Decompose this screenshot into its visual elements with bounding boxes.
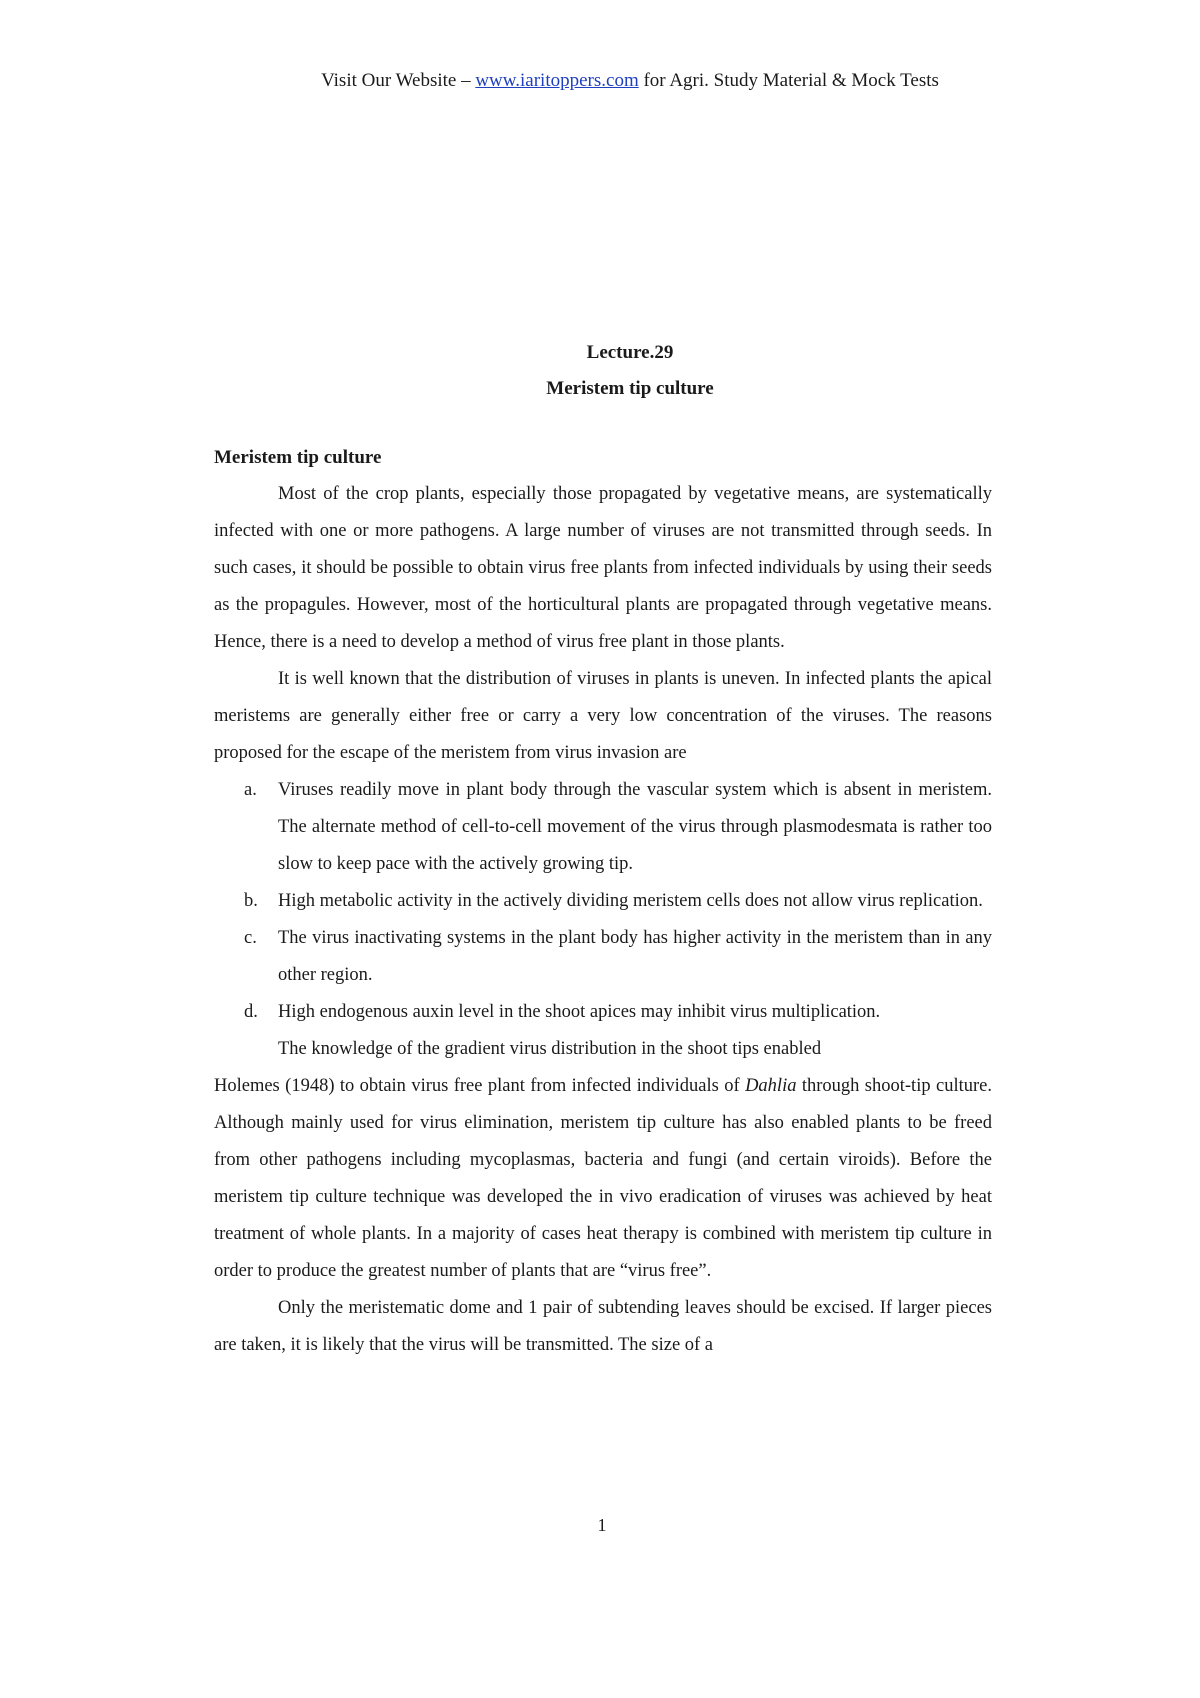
website-link[interactable]: www.iaritoppers.com [475,70,639,91]
list-item [214,920,992,994]
list-item-text: The virus inactivating systems in the plant body has higher activity in the meristem than in any other region. [278,928,992,985]
list-item [214,883,992,920]
holemes-text-start: Holemes (1948) to obtain virus free plant from infected individuals of [214,1076,746,1096]
paragraph-distribution: It is well known that the distribution of viruses in plants is uneven. In infected plants the apical meristems are generally either free or carry a very low concentration of the viruses. The reasons proposed for the escape of the meristem from virus invasion are [214,669,992,763]
reasons-list [214,772,992,1031]
list-marker: a. [244,780,257,800]
list-item [214,772,992,883]
dahlia-italic: Dahlia [745,1076,797,1096]
paragraph-intro: Most of the crop plants, especially those propagated by vegetative means, are systematically infected with one or more pathogens. A large number of viruses are not transmitted through seeds. In such cases, it should be possible to obtain virus free plants from infected individuals by using their seeds as the propagules. However, most of the horticultural plants are propagated through vegetative means. Hence, there is a need to develop a method of virus free plant in those plants. [214,484,992,652]
page-header [0,70,1200,92]
lecture-title: Meristem tip culture [546,378,714,399]
list-item-text: Viruses readily move in plant body through the vascular system which is absent in meristem. The alternate method of cell-to-cell movement of the virus through plasmodesmata is rather too slow to keep pace with the actively growing tip. [278,780,992,874]
list-marker: d. [244,1002,258,1022]
lecture-titles [0,335,1200,407]
header-suffix: for Agri. Study Material & Mock Tests [638,70,939,91]
lecture-number: Lecture.29 [586,342,674,363]
page-number: 1 [597,1515,607,1535]
paragraph-holemes [214,1068,992,1290]
header-prefix: Visit Our Website – [321,70,476,91]
list-marker: c. [244,928,257,948]
list-item-text: High metabolic activity in the actively dividing meristem cells does not allow virus replication. [278,891,983,911]
list-marker: b. [244,891,258,911]
list-item [214,994,992,1031]
list-item-text: High endogenous auxin level in the shoot apices may inhibit virus multiplication. [278,1002,881,1022]
paragraph-excision: Only the meristematic dome and 1 pair of subtending leaves should be excised. If larger pieces are taken, it is likely that the virus will be transmitted. The size of a [214,1298,992,1355]
holemes-text-end: through shoot-tip culture. Although mainly used for virus elimination, meristem tip culture has also enabled plants to be freed from other pathogens including mycoplasmas, bacteria and fungi (and certain viroids). Before the meristem tip culture technique was developed the in vivo eradication of viruses was achieved by heat treatment of whole plants. In a majority of cases heat therapy is combined with meristem tip culture in order to produce the greatest number of plants that are “virus free”. [214,1076,992,1281]
paragraph-knowledge-line1: The knowledge of the gradient virus distribution in the shoot tips enabled [278,1039,822,1059]
section-heading: Meristem tip culture [214,447,382,468]
document-body [214,440,992,1364]
